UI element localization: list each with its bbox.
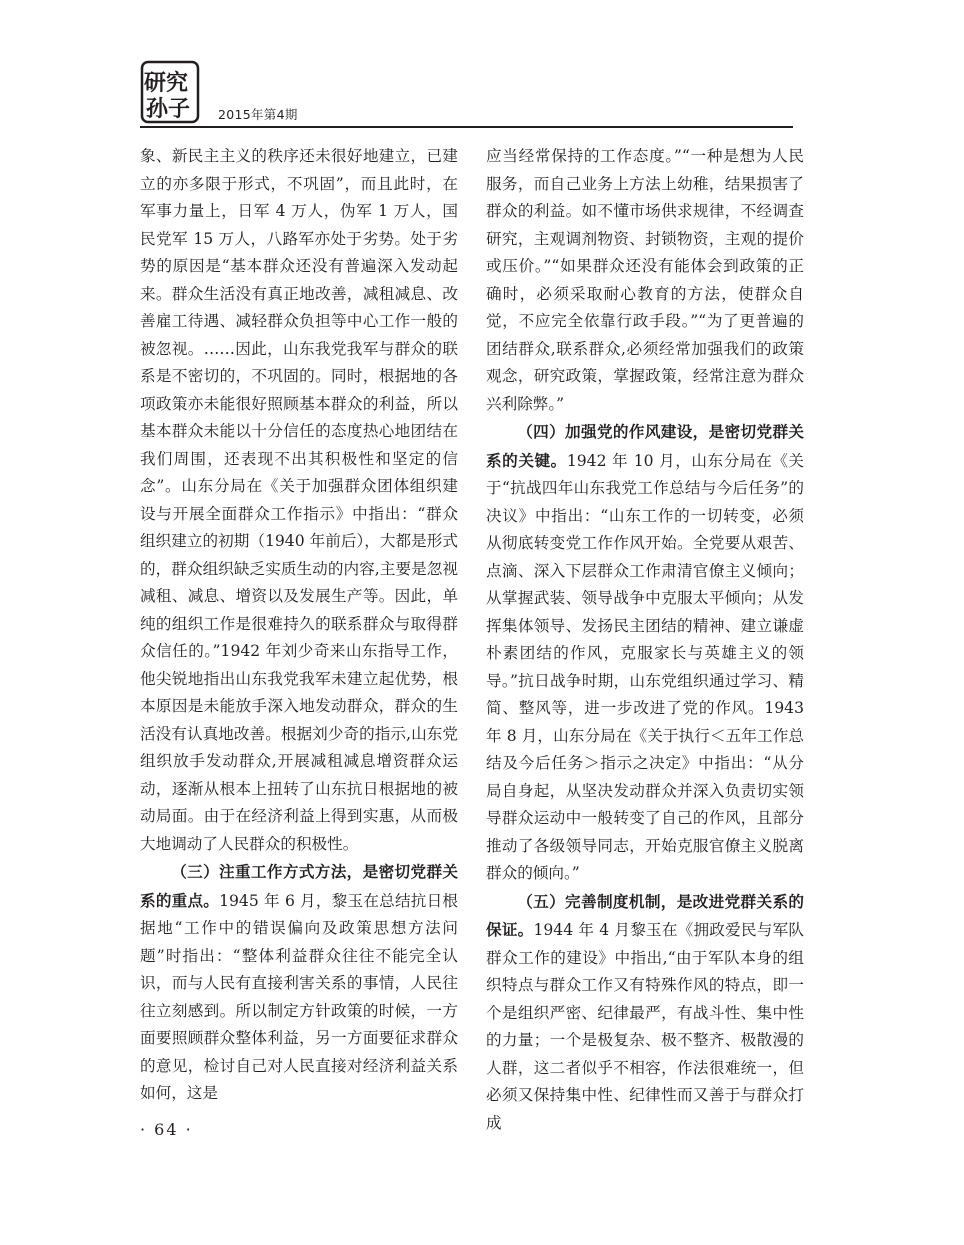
section-3-heading: （三）注重工作方式方法，是密切党群关系的重点。 [140,862,458,910]
logo-text-sunzi: 孙子 [146,96,191,122]
right-paragraph-3 [486,888,804,1138]
section-3-body: 1945 年 6 月，黎玉在总结抗日根据地“工作中的错误偏向及政策思想方法问题”时指出：“整体利益群众往往不能完全认识，而与人民有直接利害关系的事情，人民往往立刻感到。所以制定方针政策的时候，一方面要照顾群众整体利益，另一方面要征求群众的意见，检讨自己对人民直接对经济利益关系如何，这是 [140,891,458,1102]
issue-label: 2015年第4期 [218,107,298,122]
left-paragraph-1: 象、新民主主义的秩序还未很好地建立，已建立的亦多限于形式，不巩固”，而且此时，在军事力量上，日军 4 万人，伪军 1 万人，国民党军 15 万人，八路军亦处于劣势。处于劣势的原因是“基本群众还没有普遍深入发动起来。群众生活没有真正地改善，减租减息、改善雇工待遇、减轻群众负担等中心工作一般的被忽视。……因此，山东我党我军与群众的联系是不密切的，不巩固的。同时，根据地的各项政策亦未能很好照顾基本群众的利益，所以基本群众未能以十分信任的态度热心地团结在我们周围，还表现不出其积极性和坚定的信念”。山东分局在《关于加强群众团体组织建设与开展全面群众工作指示》中指出：“群众组织建立的初期（1940 年前后），大都是形式的，群众组织缺乏实质生动的内容,主要是忽视减租、减息、增资以及发展生产等。因此，单纯的组织工作是很难持久的联系群众与取得群众信任的。”1942 年刘少奇来山东指导工作，他尖锐地指出山东我党我军未建立起优势，根本原因是未能放手深入地发动群众，群众的生活没有认真地改善。根据刘少奇的指示,山东党组织放手发动群众,开展减租减息增资群众运动，逐渐从根本上扭转了山东抗日根据地的被动局面。由于在经济利益上得到实惠，从而极大地调动了人民群众的积极性。 [140,147,458,853]
right-paragraph-1: 应当经常保持的工作态度。”“一种是想为人民服务，而自己业务上方法上幼稚，结果损害了群众的利益。如不懂市场供求规律，不经调查研究，主观调剂物资、封锁物资，主观的提价或压价。”“如果群众还没有能体会到政策的正确时，必须采取耐心教育的方法，使群众自觉，不应完全依靠行政手段。”“为了更普遍的团结群众,联系群众,必须经常加强我们的政策观念，研究政策，掌握政策，经常注意为群众兴利除弊。” [486,147,804,413]
right-column [486,143,804,1137]
right-paragraph-2 [486,418,804,888]
logo-text-yanjiu: 研究 [144,70,189,96]
left-paragraph-2 [140,858,458,1108]
header-rule [140,126,793,128]
left-column [140,143,458,1108]
page-number: · 64 · [140,1120,193,1139]
section-5-heading: （五）完善制度机制，是改进党群关系的保证。 [486,891,804,939]
section-4-heading: （四）加强党的作风建设，是密切党群关系的关键。 [486,422,804,470]
section-5-body: 1944 年 4 月黎玉在《拥政爱民与军队群众工作的建设》中指出,“由于军队本身的组织特点与群众工作又有特殊作风的特点，即一个是组织严密、纪律最严，有战斗性、集中性的力量；一个是极复杂、极不整齐、极散漫的人群，这二者似乎不相容，作法很难统一，但必须又保持集中性、纪律性而又善于与群众打成 [486,921,804,1132]
section-4-body: 1942 年 10 月，山东分局在《关于“抗战四年山东我党工作总结与今后任务”的决议》中指出：“山东工作的一切转变，必须从彻底转变党工作作风开始。全党要从艰苦、点滴、深入下层群众工作肃清官僚主义倾向；从掌握武装、领导战争中克服太平倾向；从发挥集体领导、发扬民主团结的精神、建立谦虚朴素团结的作风，克服家长与英雄主义的领导。”抗日战争时期，山东党组织通过学习、精简、整风等，进一步改进了党的作风。1943 年 8 月，山东分局在《关于执行＜五年工作总结及今后任务＞指示之决定》中指出：“从分局自身起，从坚决发动群众并深入负责切实领导群众运动中一般转变了自己的作风，且部分推动了各级领导同志，开始克服官僚主义脱离群众的倾向。” [486,451,804,882]
journal-logo [140,60,200,124]
